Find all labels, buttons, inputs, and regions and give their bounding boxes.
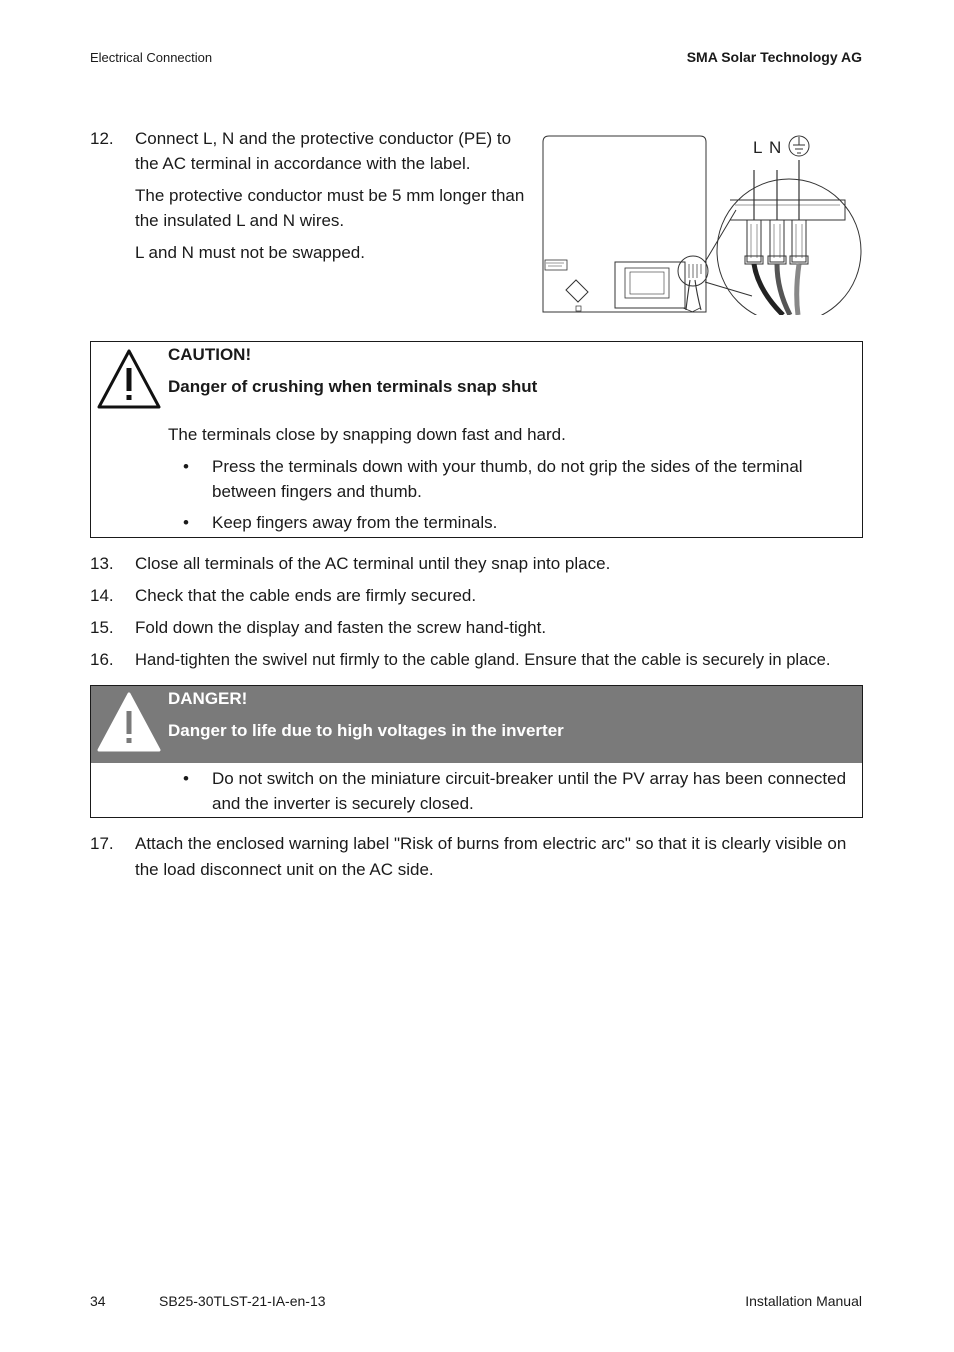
step-number: 14. xyxy=(90,586,114,605)
caution-text: The terminals close by snapping down fast and hard. xyxy=(168,425,566,444)
step-text: Connect L, N and the protective conductor (PE) to xyxy=(135,129,512,148)
step-text: Attach the enclosed warning label "Risk of burns from electric arc" so that it is clearly visible on xyxy=(135,834,847,853)
step-12-note1-line2: the insulated L and N wires. xyxy=(135,211,345,230)
danger-subtitle: Danger to life due to high voltages in the inverter xyxy=(168,721,564,740)
caution-bullet-1-line2: between fingers and thumb. xyxy=(212,482,422,501)
caution-bullet-2: Keep fingers away from the terminals. xyxy=(212,513,498,532)
page-number: 34 xyxy=(90,1293,106,1309)
warning-triangle-icon xyxy=(96,348,162,410)
caution-box xyxy=(90,341,863,538)
header-company: SMA Solar Technology AG xyxy=(686,49,862,65)
danger-bullet-1-line1: Do not switch on the miniature circuit-breaker until the PV array has been connected xyxy=(212,769,847,788)
bullet-marker: • xyxy=(183,769,189,788)
step-number: 12. xyxy=(90,129,114,148)
header-section: Electrical Connection xyxy=(90,50,213,65)
step-number: 15. xyxy=(90,618,114,637)
step-12-note2: L and N must not be swapped. xyxy=(135,243,365,262)
step-12-line2: the AC terminal in accordance with the label. xyxy=(135,154,471,173)
bullet-marker: • xyxy=(183,513,189,532)
document-id: SB25-30TLST-21-IA-en-13 xyxy=(159,1293,326,1309)
step-text: Hand-tighten the swivel nut firmly to the cable gland. Ensure that the cable is securely in place. xyxy=(135,650,831,669)
caution-title: CAUTION! xyxy=(168,345,252,364)
danger-bullet-1-line2: and the inverter is securely closed. xyxy=(212,794,474,813)
caution-subtitle: Danger of crushing when terminals snap shut xyxy=(168,377,538,396)
step-number: 13. xyxy=(90,554,114,573)
label-l: L xyxy=(753,138,763,157)
step-text: Check that the cable ends are firmly secured. xyxy=(135,586,477,605)
document-title: Installation Manual xyxy=(745,1293,862,1309)
danger-title: DANGER! xyxy=(168,689,248,708)
ac-terminal-illustration xyxy=(540,130,865,320)
step-text: Fold down the display and fasten the screw hand-tight. xyxy=(135,618,547,637)
danger-box xyxy=(90,685,863,818)
step-number: 16. xyxy=(90,650,114,669)
caution-bullet-1-line1: Press the terminals down with your thumb, do not grip the sides of the terminal xyxy=(212,457,803,476)
step-12-note1-line1: The protective conductor must be 5 mm longer than xyxy=(135,186,525,205)
warning-triangle-icon xyxy=(96,691,162,753)
bullet-marker: • xyxy=(183,457,189,476)
step-number: 17. xyxy=(90,834,114,853)
step-text: Close all terminals of the AC terminal until they snap into place. xyxy=(135,554,611,573)
step-17-line2: the load disconnect unit on the AC side. xyxy=(135,860,434,879)
label-n: N xyxy=(769,138,782,157)
